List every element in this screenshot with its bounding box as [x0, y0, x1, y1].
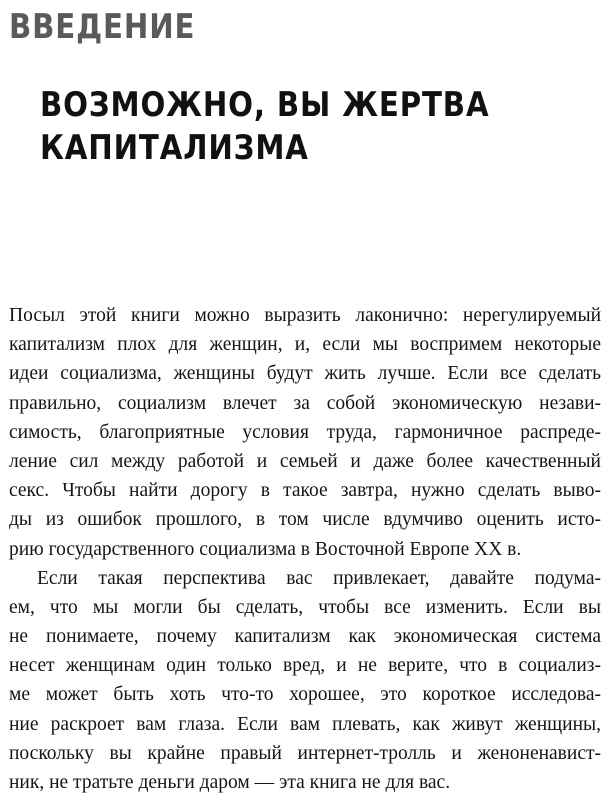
text-line: рию государственного социализма в Восточной Европе XX в.	[9, 538, 522, 560]
text-line: Если такая перспектива вас привлекает, давайте подума-	[37, 567, 601, 589]
text-line: ды из ошибок прошлого, в том числе вдумчиво оценить исто-	[9, 509, 601, 531]
text-line: идеи социализма, женщины будут жить лучше. Если все сделать	[9, 363, 601, 385]
text-line: ние раскроет вам глаза. Если вам плевать, как живут женщины,	[9, 713, 601, 735]
text-line: поскольку вы крайне правый интернет-тролль и женоненавист-	[9, 742, 601, 764]
text-line: ление сил между работой и семьей и даже более качественный	[9, 450, 601, 472]
text-line: капитализм плох для женщин, и, если мы воспримем некоторые	[9, 334, 601, 356]
text-line: ем, что мы могли бы сделать, чтобы все изменить. Если вы	[9, 596, 601, 618]
text-line: ме может быть хоть что-то хорошее, это короткое исследова-	[9, 684, 601, 706]
section-label: ВВЕДЕНИЕ	[9, 7, 196, 47]
text-line: ник, не тратьте деньги даром — эта книга не для вас.	[9, 772, 451, 793]
text-line: не понимаете, почему капитализм как экономическая система	[9, 626, 601, 648]
body-text	[9, 301, 601, 797]
text-line: правильно, социализм влечет за собой экономическую незави-	[9, 392, 601, 414]
paragraph-1	[9, 301, 601, 564]
text-line: несет женщинам один только вред, и не верите, что в социализ-	[9, 655, 601, 677]
text-line: симость, благоприятные условия труда, гармоничное распреде-	[9, 421, 601, 443]
chapter-title	[40, 84, 489, 170]
text-line: секс. Чтобы найти дорогу в такое завтра, нужно сделать выво-	[9, 480, 601, 502]
paragraph-2	[9, 564, 601, 798]
text-line: Посыл этой книги можно выразить лаконично: нерегулируемый	[9, 305, 601, 326]
chapter-title-line: ВОЗМОЖНО, ВЫ ЖЕРТВА	[40, 85, 490, 125]
chapter-title-line: КАПИТАЛИЗМА	[40, 128, 309, 168]
